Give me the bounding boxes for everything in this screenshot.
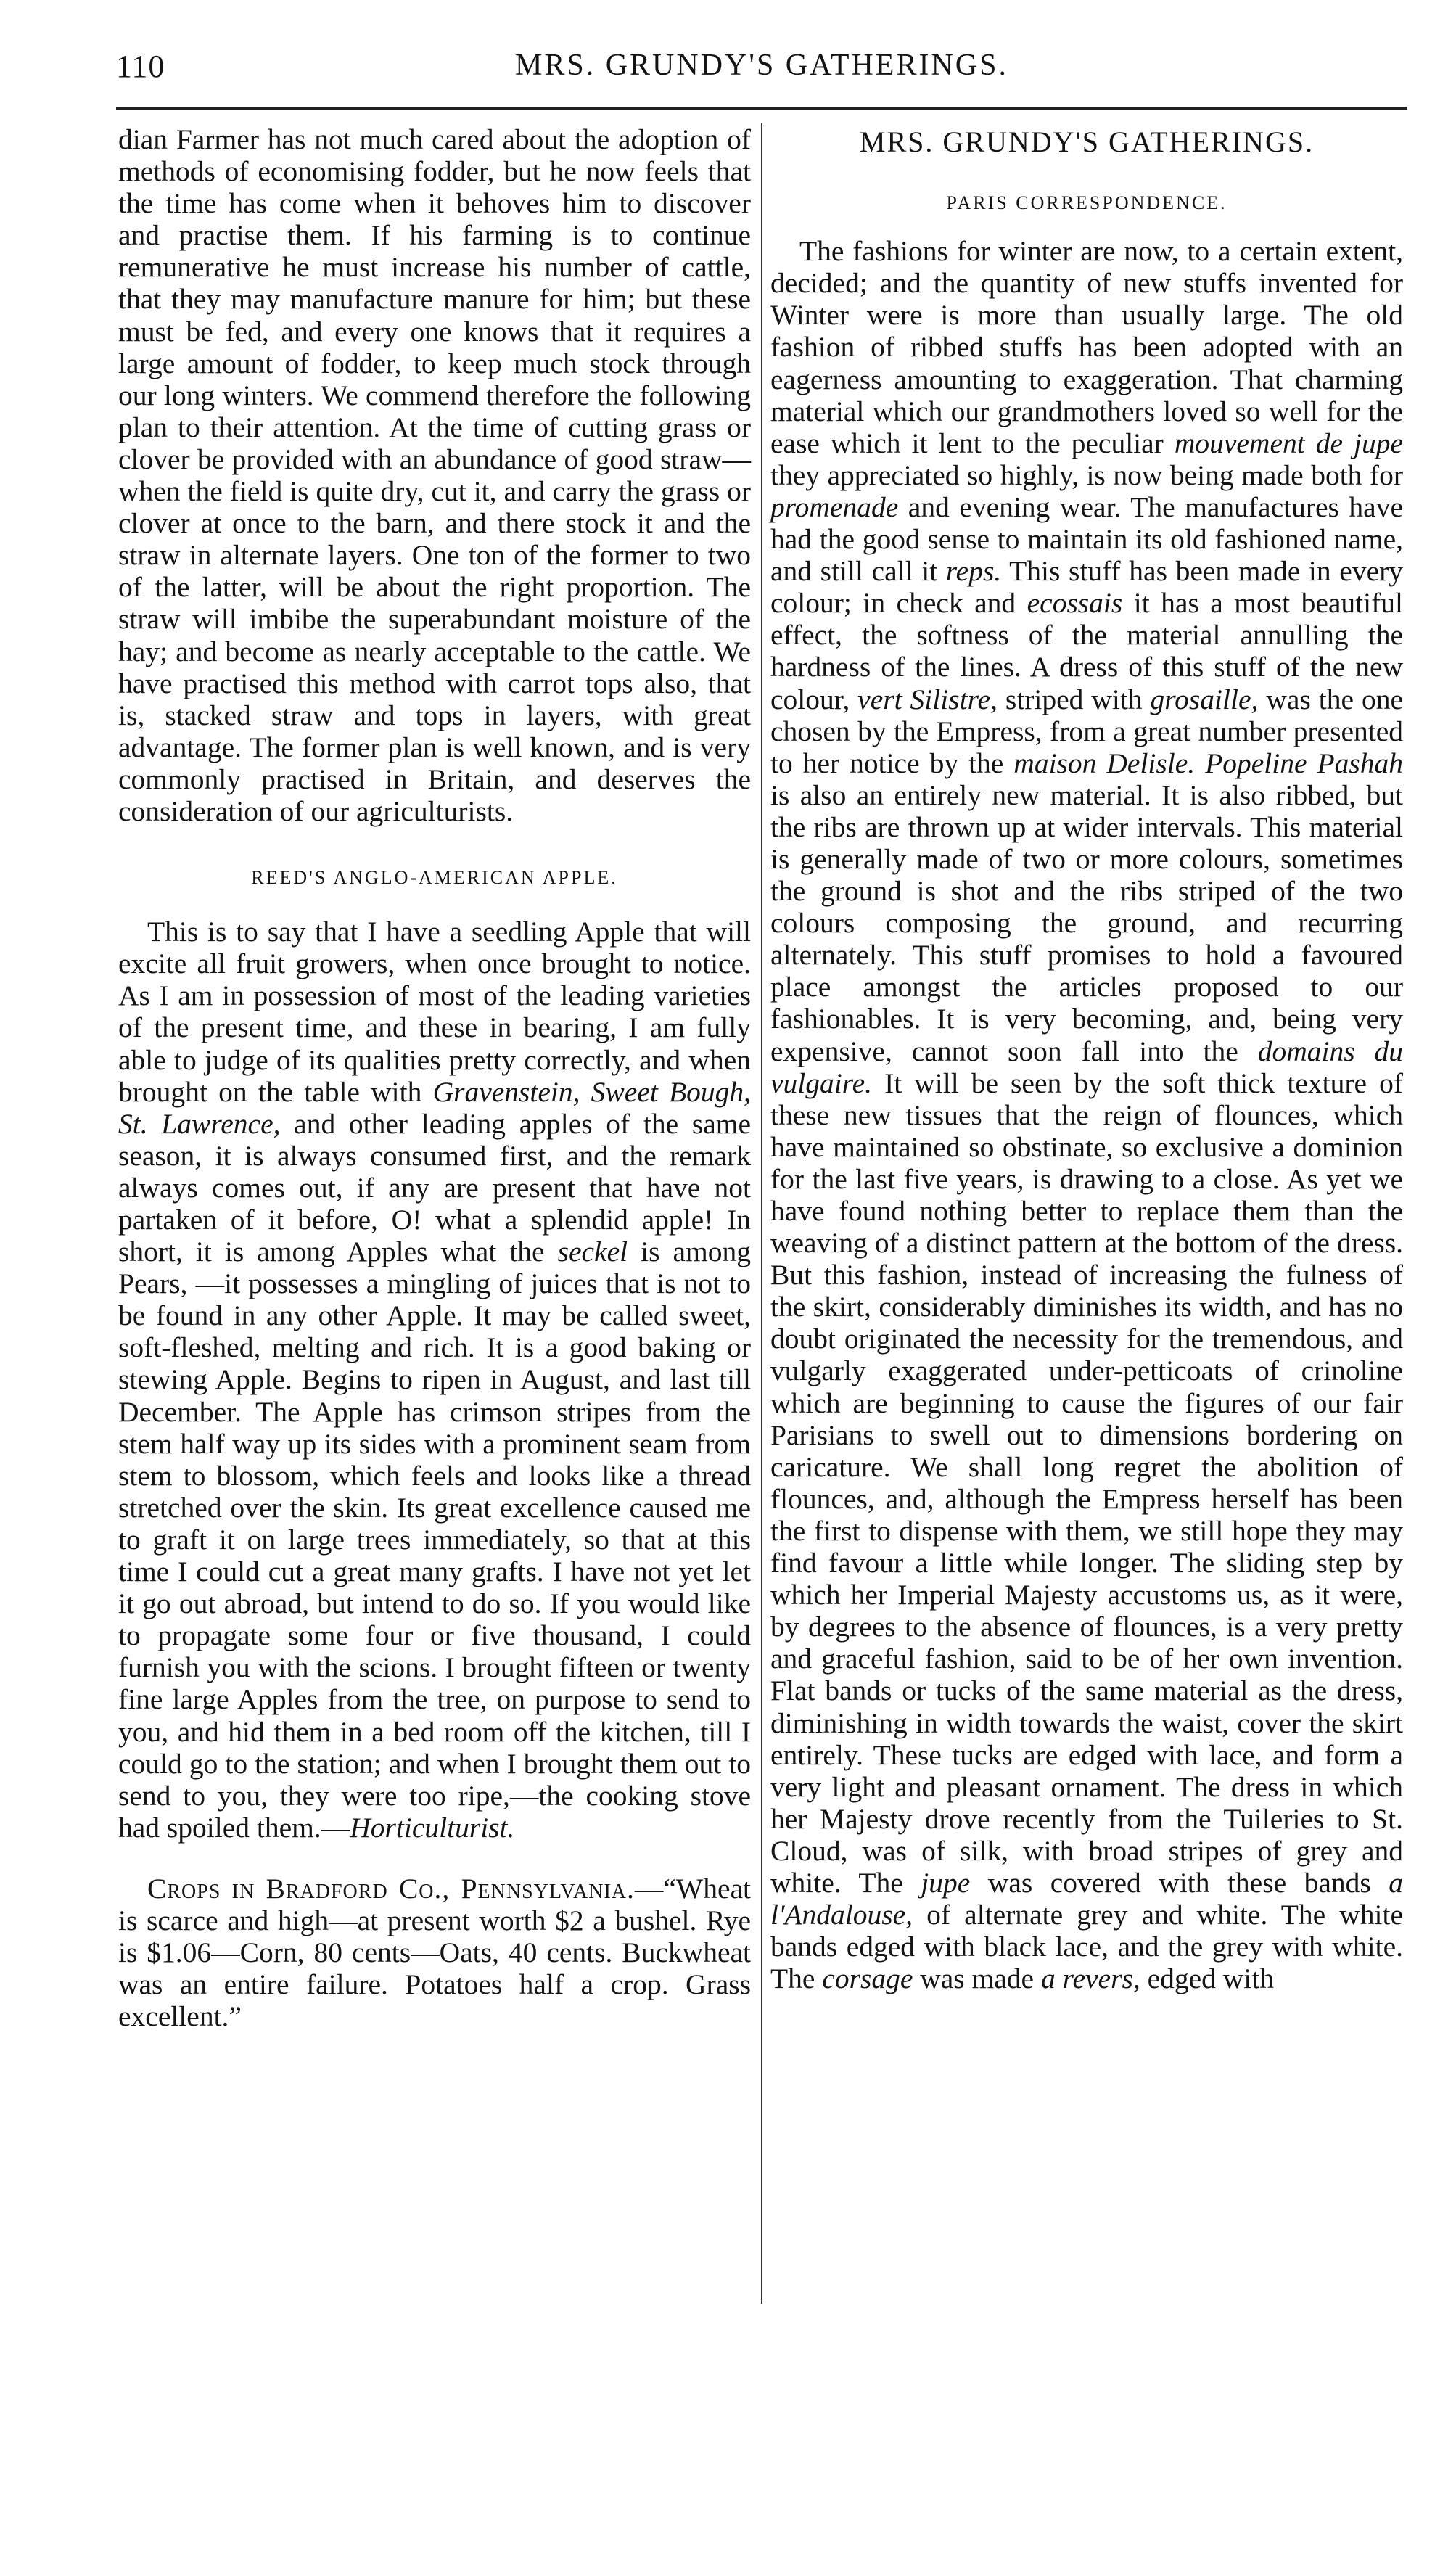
paris-text: was made: [913, 1963, 1041, 1995]
running-head: [116, 42, 1407, 110]
paris-text: The fashions for winter are now, to a certain extent, decided; and the quantity of new stuffs invented for Winter were is more than usually large. The old fashion of ribbed stuffs has been adopted with an eagerness amounting to exaggeration. That charming material which our grandmothers loved so well for the ease which it lent to the peculiar: [770, 235, 1403, 459]
paris-italic: domains du vulgaire.: [770, 1035, 1403, 1099]
apple-article-heading: REED'S ANGLO-AMERICAN APPLE.: [251, 867, 618, 889]
crops-text: —“Wheat is scarce and high—at present worth $2 a bushel. Rye is $1.06—Corn, 80 cents—Oats, 40 cents. Buckwheat was an entire failure. Potatoes half a crop. Grass excellent.”: [118, 1872, 751, 2033]
paris-italic: a revers,: [1040, 1963, 1140, 1995]
paris-italic: vert Silistre,: [857, 683, 998, 715]
paris-correspondence-heading: PARIS CORRESPONDENCE.: [946, 192, 1227, 214]
paris-text: and evening wear. The manufactures have had the good sense to maintain its old fashioned name, and still call it: [770, 490, 1403, 588]
paris-italic: ecossais: [1027, 587, 1123, 620]
left-column: [118, 123, 751, 2032]
crops-paragraph: [118, 1873, 751, 2032]
paris-text: they appreciated so highly, is now being made both for: [770, 459, 1403, 491]
paris-italic: grosaille,: [1150, 683, 1259, 715]
apple-text-1: This is to say that I have a seedling Apple that will excite all fruit growers, when once brought to notice. As I am in possession of most of the leading varieties of the present time, and these in bearing, I am fully able to judge of its qualities pretty correctly, and when brought on the table with: [118, 916, 751, 1108]
apple-text-2: and other leading apples of the same season, it is always consumed first, and the remark always comes out, if any are present that have not partaken of it before, O! what a splendid apple! In short, it is among Apples what the: [118, 1107, 751, 1268]
page-number: 110: [116, 49, 165, 84]
paris-text: striped with: [997, 683, 1151, 715]
paris-text: was the one chosen by the Empress, from a great number presented to her notice by the: [770, 683, 1404, 779]
paris-paragraph: [770, 235, 1403, 1994]
paris-italic: corsage: [822, 1963, 913, 1995]
paris-text: it has a most beautiful effect, the softness of the material annulling the hardness of the lines. A dress of this stuff of the new colour,: [770, 587, 1403, 715]
paris-italic: a l'Andalouse,: [770, 1866, 1403, 1931]
gatherings-title: MRS. GRUNDY'S GATHERINGS.: [859, 126, 1315, 158]
paris-italic: reps.: [945, 555, 1002, 588]
running-head-title: MRS. GRUNDY'S GATHERINGS.: [515, 49, 1008, 82]
fodder-paragraph: dian Farmer has not much cared about the adoption of methods of economising fodder, but he now feels that the time has come when it behoves him to discover and practise them. If his farming is to continue remunerative he must increase his number of cattle, that they may manufacture manure for him; but these must be fed, and every one knows that it requires a large amount of fodder, to keep much stock through our long winters. We commend therefore the following plan to their attention. At the time of cutting grass or clover be provided with an abundance of good straw—when the field is quite dry, cut it, and carry the grass or clover at once to the barn, and there stock it and the straw in alternate layers. One ton of the former to two of the latter, will be about the right proportion. The straw will imbibe the superabundant moisture of the hay; and become as nearly acceptable to the cattle. We have practised this method with carrot tops also, that is, stacked straw and tops in layers, with great advantage. The former plan is well known, and is very commonly practised in Britain, and deserves the consideration of our agriculturists.: [118, 123, 751, 827]
paris-italic: promenade: [770, 490, 899, 523]
apple-text-3: is among Pears, —it possesses a mingling of juices that is not to be found in any other Apple. It may be called sweet, soft-fleshed, melting and rich. It is a good baking or stewing Apple. Begins to ripen in August, and last till December. The Apple has crimson stripes from the stem half way up its sides with a prominent seam from stem to blossom, which feels and looks like a thread stretched over the skin. Its great excellence caused me to graft it on large trees immediately, so that at this time I could cut a great many grafts. I have not yet let it go out abroad, but intend to do so. If you would like to propagate some four or five thousand, I could furnish you with the scions. I brought fifteen or twenty fine large Apples from the tree, on purpose to send to you, and hid them in a bed room off the kitchen, till I could go to the station; and when I brought them out to send to you, they were too ripe,—the cooking stove had spoiled them.—: [118, 1236, 751, 1844]
paris-text: was covered with these bands: [970, 1866, 1389, 1899]
paris-italic: mouvement de jupe: [1174, 427, 1403, 459]
apple-seckel: seckel: [557, 1236, 628, 1268]
paris-text: is also an entirely new material. It is also ribbed, but the ribs are thrown up at wider intervals. This material is generally made of two or more colours, sometimes the ground is shot and the ribs striped of the two colours composing the ground, and recurring alternately. This stuff promises to hold a favoured place amongst the articles proposed to our fashionables. It is very becoming, and, being very expensive, cannot soon fall into the: [770, 778, 1403, 1067]
right-column: [770, 123, 1403, 1994]
paris-italic: jupe: [921, 1866, 971, 1899]
paris-italic: maison Delisle. Popeline Pashah: [1013, 747, 1403, 779]
crops-title: Crops in Bradford Co., Pennsylvania.: [147, 1872, 635, 1905]
apple-article-paragraph: [118, 916, 751, 1844]
paris-text: It will be seen by the soft thick texture of these new tissues that the reign of flounces, which have maintained so obstinate, so exclusive a dominion for the last five years, is drawing to a close. As yet we have found nothing better to replace them than the weaving of a distinct pattern at the bottom of the dress. But this fashion, instead of increasing the fulness of the skirt, considerably diminishes its width, and has no doubt originated the necessity for the tremendous, and vulgarly exaggerated under-petticoats of crinoline which are beginning to cause the figures of our fair Parisians to swell out to dimensions bordering on caricature. We shall long regret the abolition of flounces, and, although the Empress herself has been the first to dispense with them, we still hope they may find favour a little while longer. The sliding step by which her Imperial Majesty accustoms us, as it were, by degrees to the absence of flounces, is a very pretty and graceful fashion, said to be of her own invention. Flat bands or tucks of the same material as the dress, diminishing in width towards the waist, cover the skirt entirely. These tucks are edged with lace, and form a very light and pleasant ornament. The dress in which her Majesty drove recently from the Tuileries to St. Cloud, was of silk, with broad stripes of grey and white. The: [770, 1067, 1403, 1899]
paris-text: This stuff has been made in every colour; in check and: [770, 555, 1404, 620]
apple-source: Horticulturist.: [350, 1811, 515, 1844]
apple-varieties: Gravenstein, Sweet Bough, St. Lawrence,: [118, 1075, 752, 1140]
column-divider: [761, 123, 762, 2304]
paris-text: of alternate grey and white. The white bands edged with black lace, and the grey with white. The: [770, 1899, 1403, 1995]
paris-text: edged with: [1140, 1963, 1274, 1995]
